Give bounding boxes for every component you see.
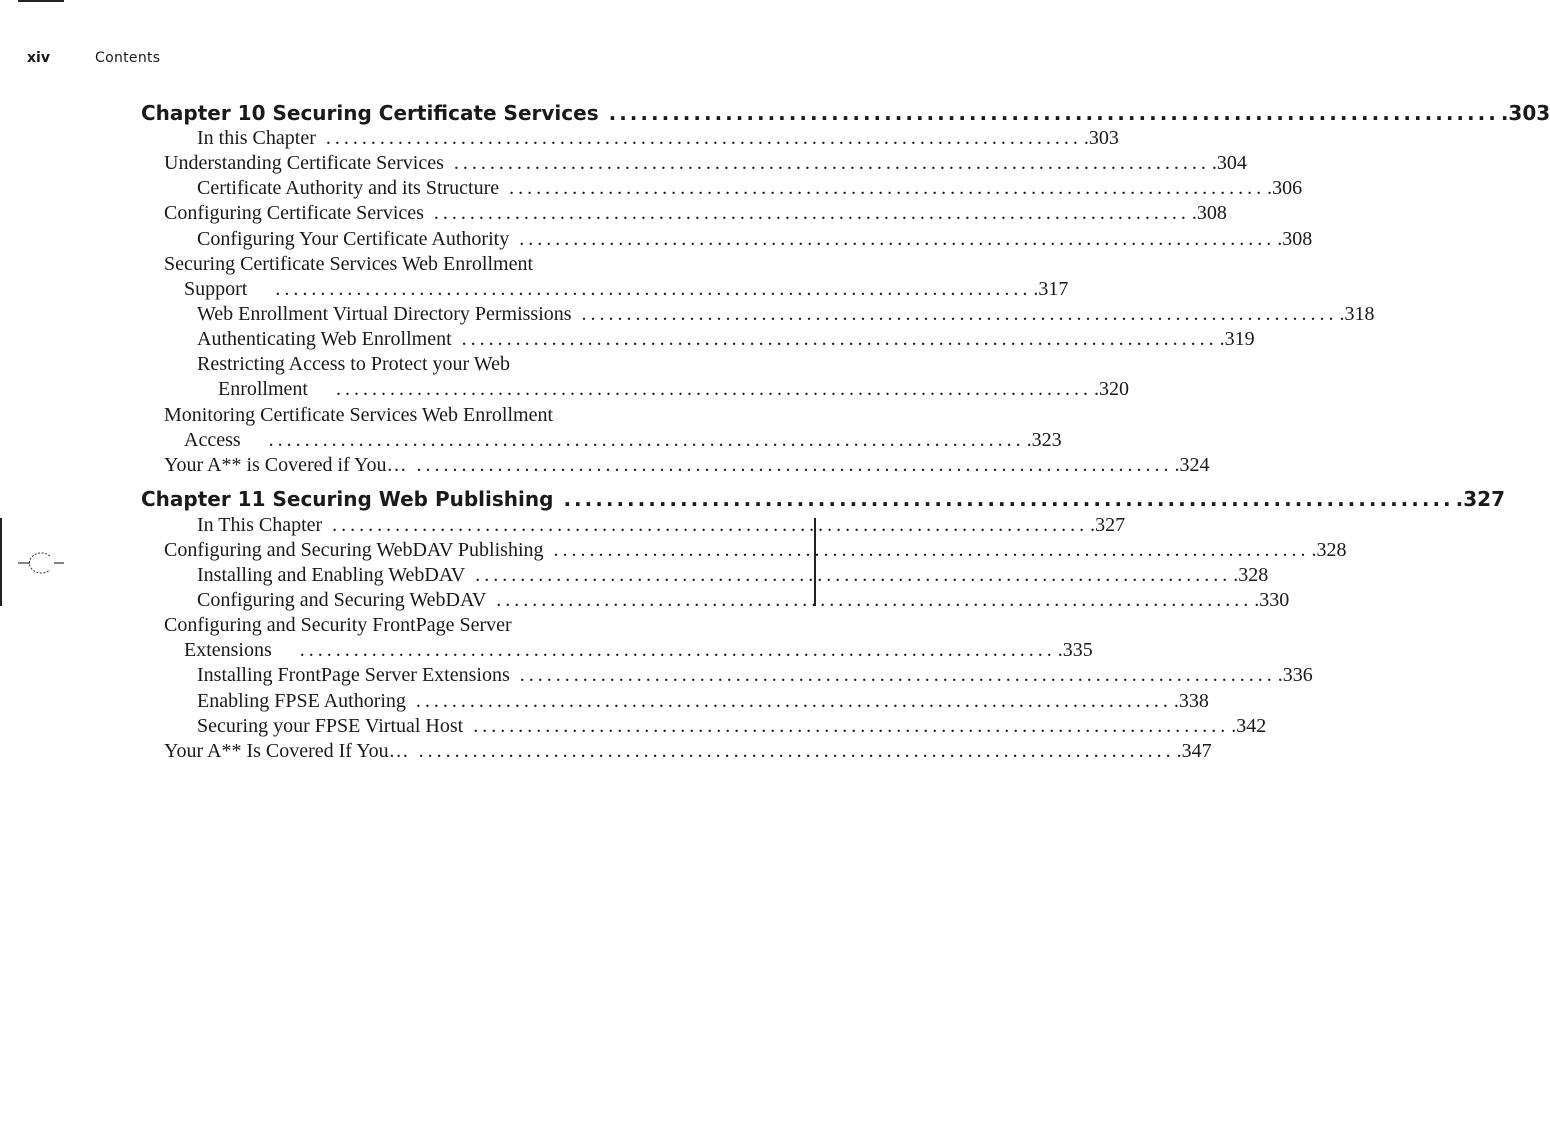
entry-page: .347	[1176, 740, 1212, 762]
entry-page: .335	[1057, 639, 1093, 661]
entry-page: .308	[1191, 202, 1227, 224]
toc-entry[interactable]	[197, 228, 1313, 251]
entry-text: Installing and Enabling WebDAV	[197, 564, 466, 586]
leader-dots: ....................................................................................	[416, 454, 1173, 476]
toc-entry[interactable]	[184, 639, 1093, 662]
leader-dots: ....................................................................................	[335, 378, 1092, 400]
leader-dots: ....................................................................................	[461, 328, 1218, 350]
toc-entry[interactable]	[184, 429, 1062, 452]
entry-text: Your A** Is Covered If You…	[164, 740, 409, 762]
entry-text: In this Chapter	[197, 127, 316, 149]
entry-page: .342	[1231, 715, 1267, 737]
entry-text: Configuring Certificate Services	[164, 202, 424, 224]
toc-entry-line[interactable]: Configuring and Security FrontPage Server	[164, 614, 512, 636]
leader-dots: ....................................................................................	[418, 740, 1175, 762]
toc-entry[interactable]	[197, 690, 1209, 713]
toc-entry[interactable]	[197, 303, 1375, 326]
entry-text: Access	[184, 429, 241, 451]
leader-dots: ....................................................................................	[299, 639, 1056, 661]
entry-text: Securing your FPSE Virtual Host	[197, 715, 464, 737]
leader-dots: ....................................................................................	[509, 177, 1266, 199]
entry-text: Extensions	[184, 639, 272, 661]
toc-entry[interactable]	[197, 514, 1126, 537]
toc-entry[interactable]	[197, 664, 1313, 687]
toc-entry[interactable]	[164, 152, 1247, 175]
entry-text: Understanding Certificate Services	[164, 152, 444, 174]
crop-mark-top	[18, 0, 64, 2]
registration-mark-icon	[16, 548, 66, 578]
toc-entry[interactable]	[197, 589, 1290, 612]
entry-page: .323	[1026, 429, 1062, 451]
toc-entry[interactable]	[197, 177, 1303, 200]
page-number: xiv	[27, 50, 50, 66]
chapter-title: Chapter 10 Securing Certificate Services	[141, 101, 599, 125]
leader-dots: ....................................................................................	[433, 202, 1190, 224]
leader-dots: ....................................................................................	[563, 487, 1454, 511]
entry-page: .306	[1267, 177, 1303, 199]
leader-dots: ....................................................................................	[553, 539, 1310, 561]
toc-entry[interactable]	[164, 740, 1212, 763]
leader-dots: ....................................................................................	[581, 303, 1338, 325]
leader-dots: ....................................................................................	[415, 690, 1172, 712]
leader-dots: ....................................................................................	[519, 228, 1276, 250]
toc-entry[interactable]	[197, 127, 1119, 150]
toc-entry[interactable]	[164, 202, 1227, 225]
entry-page: .304	[1211, 152, 1247, 174]
toc-entry[interactable]	[164, 539, 1347, 562]
entry-text: In This Chapter	[197, 514, 323, 536]
leader-dots: ....................................................................................	[275, 278, 1032, 300]
toc-entry-line[interactable]: Monitoring Certificate Services Web Enrollment	[164, 404, 554, 426]
entry-text: Installing FrontPage Server Extensions	[197, 664, 510, 686]
toc-chapter-11[interactable]	[141, 487, 1506, 511]
toc-entry[interactable]	[184, 278, 1069, 301]
toc-entry[interactable]	[164, 454, 1210, 477]
entry-page: .328	[1233, 564, 1269, 586]
toc-entry[interactable]	[197, 328, 1255, 351]
toc-chapter-10[interactable]	[141, 101, 1550, 125]
entry-text: Configuring and Securing WebDAV	[197, 589, 487, 611]
entry-text: Certificate Authority and its Structure	[197, 177, 500, 199]
toc-entry[interactable]	[197, 564, 1269, 587]
entry-page: .330	[1254, 589, 1290, 611]
toc-entry[interactable]	[197, 715, 1267, 738]
leader-dots: ....................................................................................	[325, 127, 1082, 149]
leader-dots: ....................................................................................	[475, 564, 1232, 586]
running-head	[27, 50, 161, 66]
toc-entry[interactable]	[218, 378, 1129, 401]
chapter-page: .303	[1500, 101, 1550, 125]
running-head-title: Contents	[95, 50, 161, 66]
entry-text: Enabling FPSE Authoring	[197, 690, 406, 712]
toc-entry-line[interactable]: Restricting Access to Protect your Web	[197, 353, 510, 375]
toc-entry-line[interactable]: Securing Certificate Services Web Enrollment	[164, 253, 534, 275]
entry-page: .324	[1174, 454, 1210, 476]
leader-dots: ....................................................................................	[608, 101, 1499, 125]
entry-page: .328	[1311, 539, 1347, 561]
leader-dots: ....................................................................................	[519, 664, 1276, 686]
entry-page: .303	[1083, 127, 1119, 149]
leader-dots: ....................................................................................	[453, 152, 1210, 174]
entry-page: .318	[1339, 303, 1375, 325]
leader-dots: ....................................................................................	[496, 589, 1253, 611]
entry-text: Your A** is Covered if You…	[164, 454, 407, 476]
entry-text: Web Enrollment Virtual Directory Permissions	[197, 303, 572, 325]
entry-page: .336	[1277, 664, 1313, 686]
entry-page: .308	[1277, 228, 1313, 250]
leader-dots: ....................................................................................	[332, 514, 1089, 536]
chapter-title: Chapter 11 Securing Web Publishing	[141, 487, 554, 511]
crop-mark-left	[0, 518, 2, 606]
entry-page: .338	[1173, 690, 1209, 712]
entry-page: .327	[1090, 514, 1126, 536]
entry-text: Configuring Your Certificate Authority	[197, 228, 510, 250]
entry-text: Configuring and Securing WebDAV Publishing	[164, 539, 544, 561]
leader-dots: ....................................................................................	[268, 429, 1025, 451]
entry-page: .317	[1033, 278, 1069, 300]
entry-text: Enrollment	[218, 378, 308, 400]
entry-text: Support	[184, 278, 248, 300]
leader-dots: ....................................................................................	[473, 715, 1230, 737]
entry-page: .319	[1219, 328, 1255, 350]
entry-page: .320	[1093, 378, 1129, 400]
chapter-page: .327	[1455, 487, 1506, 511]
entry-text: Authenticating Web Enrollment	[197, 328, 452, 350]
